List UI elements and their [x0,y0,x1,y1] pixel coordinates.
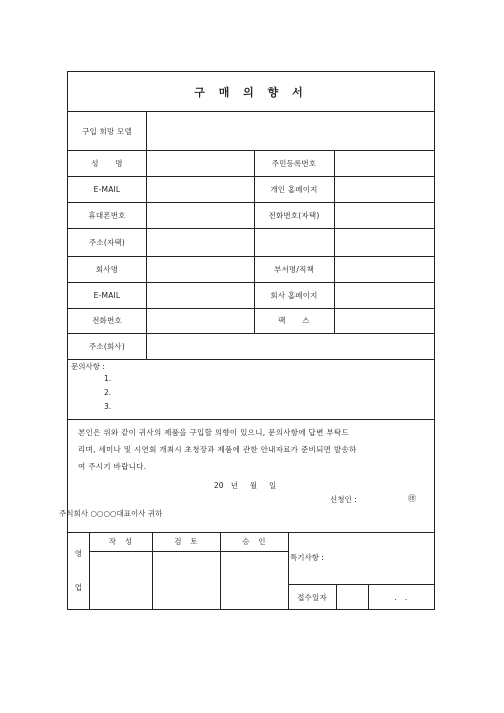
inquiry-item: 1. [104,374,112,383]
inquiry-label: 문의사항 : [71,362,105,371]
company-address-label: 주소(회사) [88,341,126,351]
applicant-label: 신청인 : [330,495,357,504]
model-label: 구입 희망 모델 [82,126,132,136]
divider [68,419,434,420]
sales-dept-label: 업 [74,582,83,592]
divider [89,551,288,552]
date-line: 20 년 월 일 [214,481,277,490]
review-column-label: 검 토 [174,537,198,546]
form-title: 구 매 의 향 서 [194,85,308,99]
statement-line: 여 주시기 바랍니다. [78,462,147,471]
remarks-label: 특기사항 : [290,553,324,562]
fax-label: 팩 스 [278,316,310,325]
divider [334,256,335,333]
company-label: 회사명 [95,264,119,274]
divider [334,150,335,256]
purchase-intent-form [59,71,435,610]
author-column-label: 작 성 [108,537,133,546]
statement-line: 본인은 위와 같이 귀사의 제품을 구입할 의향이 있으니, 문의사항에 답변 부탁드 [78,428,349,437]
divider [146,150,147,333]
statement-line: 리며, 세미나 및 시연회 개최시 초청장과 제품에 관한 안내자료가 준비되면 발송하 [78,445,357,454]
divider [146,112,147,150]
name-label: 성 명 [91,158,123,168]
mobile-label: 휴대폰번호 [88,210,126,220]
received-date-label: 접수일자 [297,592,327,602]
statement-paragraph [78,424,426,475]
rrn-label: 주민등록번호 [271,158,317,168]
email-label: E-MAIL [93,184,121,194]
addressee: 주식회사 ○○○○대표이사 귀하 [59,509,163,518]
divider [68,359,434,360]
approve-column-label: 승 인 [242,537,266,546]
divider [336,584,337,610]
inquiry-item: 2. [104,388,112,397]
home-phone-label: 전화번호(자택) [268,210,320,220]
home-address-label: 주소(자택) [88,237,126,247]
divider [146,333,147,359]
inquiry-item: 3. [104,402,112,411]
received-date-value: . . [394,592,408,602]
company-email-label: E-MAIL [93,290,121,300]
sales-dept-label: 영 [74,548,83,558]
dept-label: 부서명/직책 [274,264,314,274]
seal-mark: ㊞ [408,494,416,503]
company-homepage-label: 회사 홈페이지 [270,290,318,300]
personal-homepage-label: 개인 홈페이지 [270,184,318,194]
phone-label: 전화번호 [92,316,122,325]
